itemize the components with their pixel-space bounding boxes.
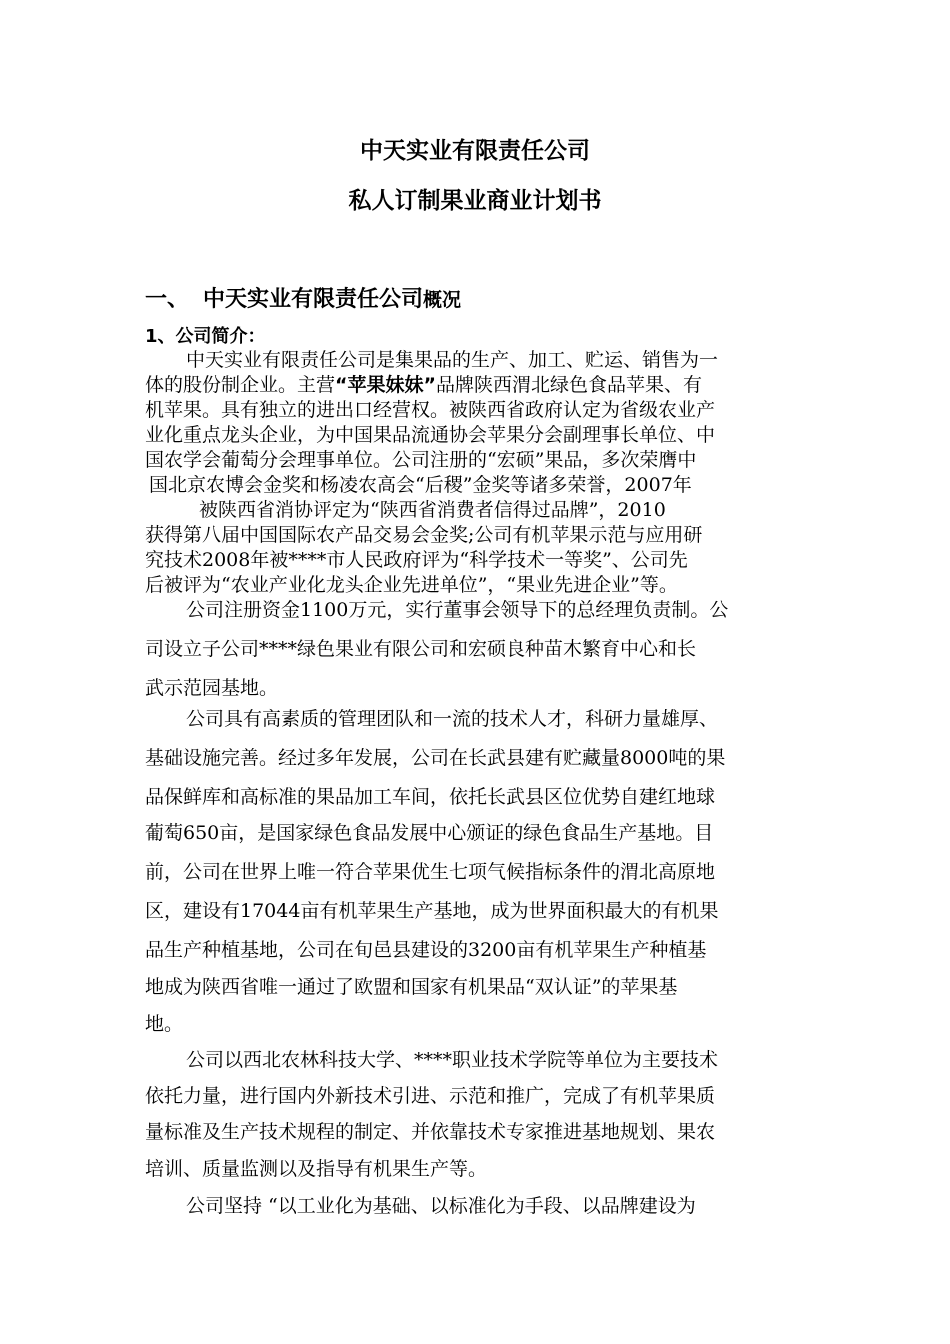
- paragraph-line: 业化重点龙头企业，为中国果品流通协会苹果分会副理事长单位、中: [145, 424, 716, 446]
- paragraph-line: 究技术2008年被****市人民政府评为“科学技术一等奖”、公司先: [145, 549, 688, 571]
- paragraph-line: 地成为陕西省唯一通过了欧盟和国家有机果品“双认证”的苹果基: [145, 976, 678, 998]
- paragraph-text: 体的股份制企业。主营: [145, 374, 336, 396]
- paragraph-line: 后被评为“农业产业化龙头企业先进单位”，“果业先进企业”等。: [145, 574, 678, 596]
- paragraph-line: 司设立子公司****绿色果业有限公司和宏硕良种苗木繁育中心和长: [145, 638, 697, 660]
- paragraph-line: 葡萄650亩，是国家绿色食品发展中心颁证的绿色食品生产基地。目: [145, 822, 714, 844]
- paragraph-line: [145, 373, 702, 398]
- paragraph-line: 机苹果。具有独立的进出口经营权。被陕西省政府认定为省级农业产: [145, 399, 716, 421]
- paragraph-line: 公司注册资金1100万元，实行董事会领导下的总经理负责制。公: [186, 599, 729, 621]
- paragraph-line: 前，公司在世界上唯一符合苹果优生七项气候指标条件的渭北高原地: [145, 861, 716, 883]
- section-title-suffix: 概况: [423, 289, 462, 311]
- subsection-heading: 1、公司简介：: [145, 326, 266, 347]
- section-heading: [145, 284, 825, 316]
- document-title: 中天实业有限责任公司: [360, 138, 590, 164]
- section-title: [203, 284, 461, 316]
- paragraph-line: 公司以西北农林科技大学、****职业技术学院等单位为主要技术: [186, 1049, 719, 1071]
- paragraph-text: 品牌陕西渭北绿色食品苹果、有: [436, 374, 703, 396]
- paragraph-line: 培训、质量监测以及指导有机果生产等。: [145, 1158, 488, 1180]
- paragraph-line: 公司坚持 “以工业化为基础、以标准化为手段、以品牌建设为: [186, 1195, 696, 1217]
- paragraph-line: 武示范园基地。: [145, 677, 279, 699]
- paragraph-line: 被陕西省消协评定为“陕西省消费者信得过品牌”，2010: [199, 499, 666, 521]
- paragraph-line: 量标准及生产技术规程的制定、并依靠技术专家推进基地规划、果农: [145, 1121, 716, 1143]
- paragraph-line: 公司具有高素质的管理团队和一流的技术人才，科研力量雄厚、: [186, 708, 719, 730]
- paragraph-line: 中天实业有限责任公司是集果品的生产、加工、贮运、销售为一: [186, 349, 719, 371]
- section-number: 一、: [145, 287, 190, 312]
- paragraph-line: 品生产种植基地，公司在旬邑县建设的3200亩有机苹果生产种植基: [145, 939, 707, 961]
- document-subtitle: 私人订制果业商业计划书: [348, 188, 602, 214]
- brand-name: “苹果妹妹”: [335, 374, 436, 396]
- paragraph-line: 依托力量，进行国内外新技术引进、示范和推广，完成了有机苹果质: [145, 1085, 716, 1107]
- paragraph-line: 基础设施完善。经过多年发展，公司在长武县建有贮藏量8000吨的果: [145, 747, 726, 769]
- paragraph-line: 品保鲜库和高标准的果品加工车间，依托长武县区位优势自建红地球: [145, 786, 716, 808]
- section-title-main: 中天实业有限责任公司: [203, 287, 424, 312]
- paragraph-line: 国北京农博会金奖和杨凌农高会“后稷”金奖等诸多荣誉，2007年: [149, 474, 692, 496]
- paragraph-line: 国农学会葡萄分会理事单位。公司注册的“宏硕”果品，多次荣膺中: [145, 449, 697, 471]
- paragraph-line: 区，建设有17044亩有机苹果生产基地，成为世界面积最大的有机果: [145, 900, 719, 922]
- paragraph-line: 地。: [145, 1013, 184, 1035]
- paragraph-line: 获得第八届中国国际农产品交易会金奖;公司有机苹果示范与应用研: [145, 524, 703, 546]
